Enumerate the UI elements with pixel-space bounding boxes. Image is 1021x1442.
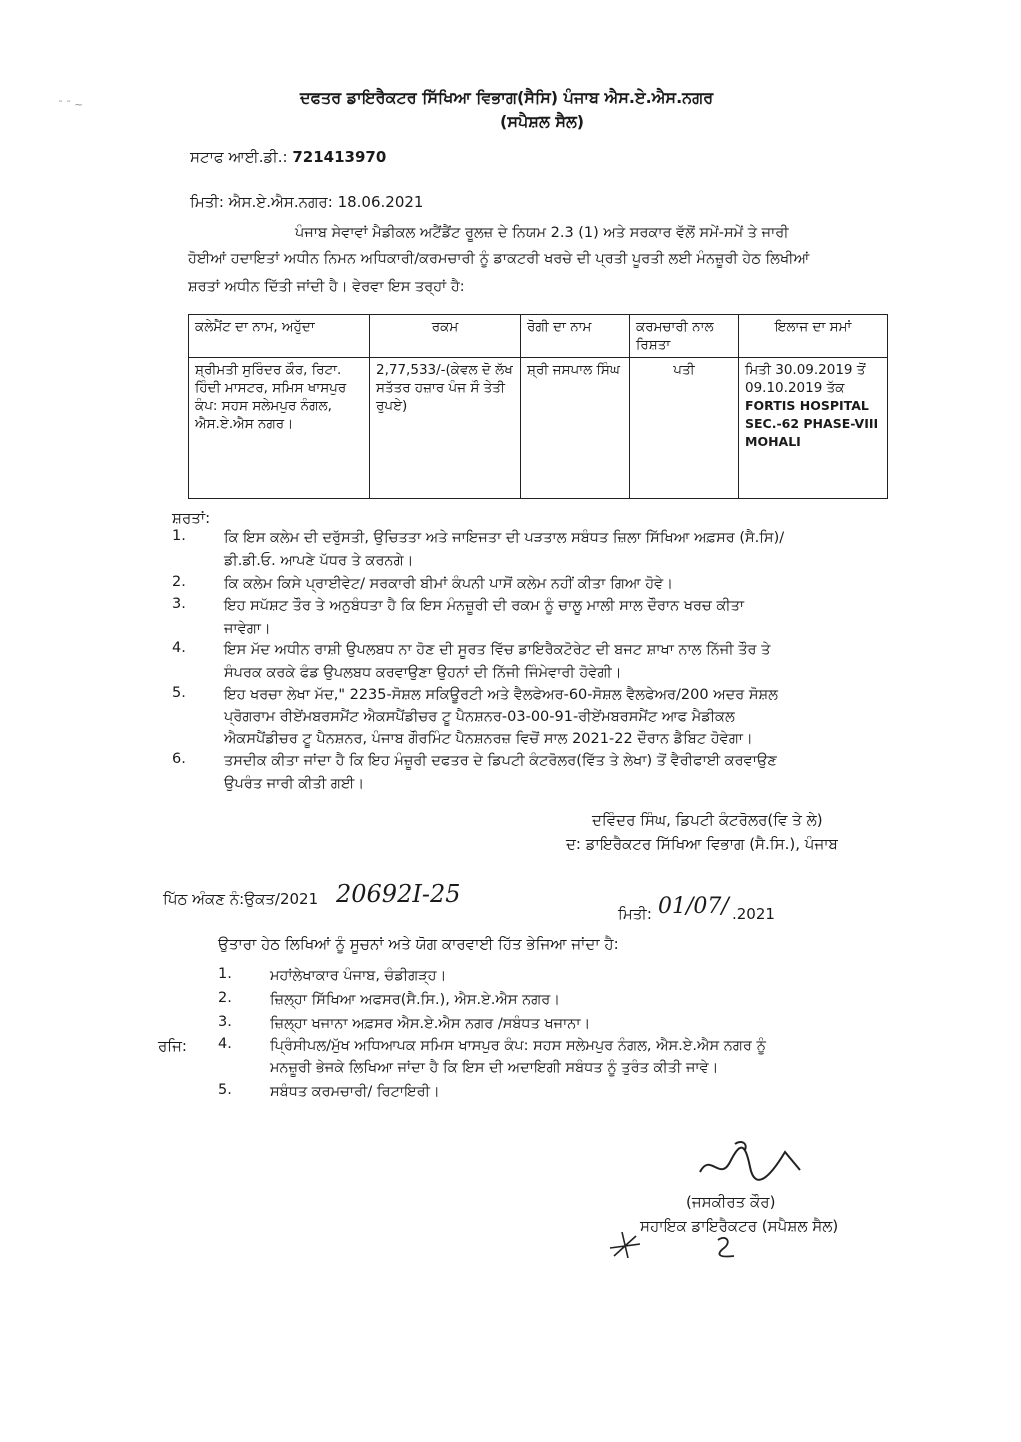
table-row xyxy=(189,358,888,499)
signature-mark xyxy=(690,1132,810,1192)
cell-period xyxy=(739,358,888,499)
endorsement-date-handwritten: 01/07/ xyxy=(658,894,729,919)
col-amount: ਰਕਮ xyxy=(370,315,521,358)
condition-1-num: 1. xyxy=(172,528,186,544)
regd-label: ਰਜਿ: xyxy=(158,1037,187,1055)
date-line xyxy=(190,192,423,212)
condition-5-line-1: ਇਹ ਖਰਚਾ ਲੇਖਾ ਮੱਦ," 2235-ਸੋਸ਼ਲ ਸਕਿਊਰਟੀ ਅਤੇ ਵੈਲਫੇਅਰ-60-ਸੋਸ਼ਲ ਵੈਲਫੇਅਰ/200 ਅਦਰ ਸੋਸ਼ਲ xyxy=(224,687,778,703)
copy-intro: ਉਤਾਰਾ ਹੇਠ ਲਿਖਿਆਂ ਨੂੰ ਸੂਚਨਾਂ ਅਤੇ ਯੋਗ ਕਾਰਵਾਈ ਹਿੱਤ ਭੇਜਿਆ ਜਾਂਦਾ ਹੈ: xyxy=(218,935,619,953)
condition-4-line-2: ਸੰਪਰਕ ਕਰਕੇ ਫੰਡ ਉਪਲਬਧ ਕਰਵਾਉਣਾ ਉਹਨਾਂ ਦੀ ਨਿੱਜੀ ਜਿੰਮੇਵਾਰੀ ਹੋਵੇਗੀ। xyxy=(224,665,622,681)
condition-6-line-1: ਤਸਦੀਕ ਕੀਤਾ ਜਾਂਦਾ ਹੈ ਕਿ ਇਹ ਮੰਜ਼ੂਰੀ ਦਫਤਰ ਦੇ ਡਿਪਟੀ ਕੰਟਰੋਲਰ(ਵਿੱਤ ਤੇ ਲੇਖਾ) ਤੋਂ ਵੈਰੀਫਾਈ ਕਰਵਾਉਣ xyxy=(224,753,777,769)
condition-1-line-2: ਡੀ.ਡੀ.ਓ. ਆਪਣੇ ਪੱਧਰ ਤੇ ਕਰਨਗੇ। xyxy=(224,553,414,569)
intro-line-2: ਹੋਈਆਂ ਹਦਾਇਤਾਂ ਅਧੀਨ ਨਿਮਨ ਅਧਿਕਾਰੀ/ਕਰਮਚਾਰੀ ਨੂੰ ਡਾਕਟਰੀ ਖਰਚੇ ਦੀ ਪ੍ਰਤੀ ਪੂਰਤੀ ਲਈ ਮੰਨਜ਼ੂਰੀ ਹੇਠ ਲਿਖੀਆਂ xyxy=(188,251,810,267)
endorsement-date-year: .2021 xyxy=(732,905,775,923)
copy-item-5-num: 5. xyxy=(218,1082,232,1098)
condition-3-num: 3. xyxy=(172,596,186,612)
staff-id-line xyxy=(190,147,386,167)
condition-6-line-2: ਉਪਰੰਤ ਜਾਰੀ ਕੀਤੀ ਗਈ। xyxy=(224,776,365,792)
condition-2-num: 2. xyxy=(172,574,186,590)
intro-line-3: ਸ਼ਰਤਾਂ ਅਧੀਨ ਦਿੱਤੀ ਜਾਂਦੀ ਹੈ। ਵੇਰਵਾ ਇਸ ਤਰ੍ਹਾਂ ਹੈ: xyxy=(188,279,465,295)
hospital-name: FORTIS HOSPITAL SEC.-62 PHASE-VIII MOHALI xyxy=(745,398,879,449)
condition-2-line-1: ਕਿ ਕਲੇਮ ਕਿਸੇ ਪ੍ਰਾਈਵੇਟ/ ਸਰਕਾਰੀ ਬੀਮਾਂ ਕੰਪਨੀ ਪਾਸੋਂ ਕਲੇਮ ਨਹੀਂ ਕੀਤਾ ਗਿਆ ਹੋਵੇ। xyxy=(224,576,673,592)
copy-item-4-line-1: ਪ੍ਰਿੰਸੀਪਲ/ਮੁੱਖ ਅਧਿਆਪਕ ਸਮਿਸ ਖਾਸਪੁਰ ਕੰਪ: ਸਹਸ ਸਲੇਮਪੁਰ ਨੰਗਲ, ਐਸ.ਏ.ਐਸ ਨਗਰ ਨੂੰ xyxy=(270,1038,766,1054)
date-label: ਮਿਤੀ: ਐਸ.ਏ.ਐਸ.ਨਗਰ: xyxy=(190,193,333,211)
date-value: 18.06.2021 xyxy=(337,193,424,211)
condition-4-num: 4. xyxy=(172,640,186,656)
signatory-2-name: (ਜਸਕੀਰਤ ਕੌਰ) xyxy=(686,1193,776,1211)
cell-amount: 2,77,533/-(ਕੇਵਲ ਦੋ ਲੱਖ ਸਤੱਤਰ ਹਜ਼ਾਰ ਪੰਜ ਸੌ ਤੇਤੀ ਰੁਪਏ) xyxy=(370,358,521,499)
claim-table xyxy=(188,314,888,499)
staff-id-label: ਸਟਾਫ ਆਈ.ਡੀ.: xyxy=(190,148,288,166)
copy-item-2-num: 2. xyxy=(218,990,232,1006)
treatment-period: ਮਿਤੀ 30.09.2019 ਤੋਂ 09.10.2019 ਤੱਕ xyxy=(745,362,866,396)
condition-4-line-1: ਇਸ ਮੱਦ ਅਧੀਨ ਰਾਸ਼ੀ ਉਪਲਬਧ ਨਾ ਹੋਣ ਦੀ ਸੂਰਤ ਵਿੱਚ ਡਾਇਰੈਕਟੋਰੇਟ ਦੀ ਬਜਟ ਸ਼ਾਖਾ ਨਾਲ ਨਿੱਜੀ ਤੌਰ ਤੇ xyxy=(224,642,771,658)
office-header: ਦਫਤਰ ਡਾਇਰੈਕਟਰ ਸਿੱਖਿਆ ਵਿਭਾਗ(ਸੈਸਿ) ਪੰਜਾਬ ਐਸ.ਏ.ਐਸ.ਨਗਰ xyxy=(300,88,714,107)
endorsement-number-handwritten: 20692I-25 xyxy=(336,880,461,908)
condition-6-num: 6. xyxy=(172,751,186,767)
staff-id-value: 721413970 xyxy=(292,148,387,166)
condition-3-line-1: ਇਹ ਸਪੱਸ਼ਟ ਤੌਰ ਤੇ ਅਨੁਬੰਧਤਾ ਹੈ ਕਿ ਇਸ ਮੰਨਜ਼ੂਰੀ ਦੀ ਰਕਮ ਨੂੰ ਚਾਲੂ ਮਾਲੀ ਸਾਲ ਦੌਰਾਨ ਖਰਚ ਕੀਤਾ xyxy=(224,598,745,614)
cell-relation: ਪਤੀ xyxy=(630,358,739,499)
endorsement-label: ਪਿੱਠ ਅੰਕਣ ਨੰ:ਉਕਤ/2021 xyxy=(163,890,319,908)
table-header-row xyxy=(189,315,888,358)
conditions-title: ਸ਼ਰਤਾਂ: xyxy=(172,509,211,527)
condition-1-line-1: ਕਿ ਇਸ ਕਲੇਮ ਦੀ ਦਰੁੱਸਤੀ, ਉਚਿਤਤਾ ਅਤੇ ਜਾਇਜਤਾ ਦੀ ਪੜਤਾਲ ਸਬੰਧਤ ਜ਼ਿਲਾ ਸਿੱਖਿਆ ਅਫ਼ਸਰ (ਸੈ.ਸਿ)/ xyxy=(224,530,785,546)
initials-mark xyxy=(600,1218,760,1268)
copy-item-3-num: 3. xyxy=(218,1014,232,1030)
col-period: ਇਲਾਜ ਦਾ ਸਮਾਂ xyxy=(739,315,888,358)
cell-patient: ਸ਼੍ਰੀ ਜਸਪਾਲ ਸਿੰਘ xyxy=(521,358,630,499)
copy-item-4-line-2: ਮਨਜ਼ੂਰੀ ਭੇਜਕੇ ਲਿਖਿਆ ਜਾਂਦਾ ਹੈ ਕਿ ਇਸ ਦੀ ਅਦਾਇਗੀ ਸਬੰਧਤ ਨੂੰ ਤੁਰੰਤ ਕੀਤੀ ਜਾਵੇ। xyxy=(270,1060,719,1076)
copy-item-4-num: 4. xyxy=(218,1036,232,1052)
copy-item-1: ਮਹਾਂਲੇਖਾਕਾਰ ਪੰਜਾਬ, ਚੰਡੀਗੜ੍ਹ। xyxy=(270,968,447,984)
endorsement-date-label: ਮਿਤੀ: xyxy=(618,905,652,923)
col-claimant: ਕਲੇਮੈਂਟ ਦਾ ਨਾਮ, ਅਹੁੱਦਾ xyxy=(189,315,370,358)
intro-line-1: ਪੰਜਾਬ ਸੇਵਾਵਾਂ ਮੈਡੀਕਲ ਅਟੈਂਡੈਂਟ ਰੂਲਜ਼ ਦੇ ਨਿਯਮ 2.3 (1) ਅਤੇ ਸਰਕਾਰ ਵੱਲੋਂ ਸਮੇਂ-ਸਮੇਂ ਤੇ ਜਾਰੀ xyxy=(295,225,789,241)
signatory-1-name: ਦਵਿੰਦਰ ਸਿੰਘ, ਡਿਪਟੀ ਕੰਟਰੋਲਰ(ਵਿ ਤੇ ਲੇ) xyxy=(592,811,823,829)
condition-5-num: 5. xyxy=(172,685,186,701)
signatory-2-designation: ਸਹਾਇਕ ਡਾਇਰੈਕਟਰ (ਸਪੈਸ਼ਲ ਸੈਲ) xyxy=(640,1217,839,1235)
condition-5-line-2: ਪ੍ਰੋਗਰਾਮ ਰੀਏਂਮਬਰਸਮੈਂਟ ਐਕਸਪੈਂਡੀਚਰ ਟੂ ਪੈਨਸ਼ਨਰ-03-00-91-ਰੀਏਂਮਬਰਸਮੈਂਟ ਆਫ ਮੈਡੀਕਲ xyxy=(224,709,735,725)
copy-item-3: ਜ਼ਿਲ੍ਹਾ ਖਜਾਨਾ ਅਫ਼ਸਰ ਐਸ.ਏ.ਐਸ ਨਗਰ /ਸਬੰਧਤ ਖਜਾਨਾ। xyxy=(270,1016,591,1032)
scan-mark: ˜ ˜ ~ xyxy=(58,100,83,111)
signatory-1-office: ਦ: ਡਾਇਰੈਕਟਰ ਸਿੱਖਿਆ ਵਿਭਾਗ (ਸੈ.ਸਿ.), ਪੰਜਾਬ xyxy=(566,835,838,853)
office-subheader: (ਸਪੈਸ਼ਲ ਸੈਲ) xyxy=(500,112,585,131)
cell-claimant: ਸ਼੍ਰੀਮਤੀ ਸੁਰਿੰਦਰ ਕੌਰ, ਰਿਟਾ. ਹਿੰਦੀ ਮਾਸਟਰ, ਸਮਿਸ ਖਾਸਪੁਰ ਕੰਪ: ਸਹਸ ਸਲੇਮਪੁਰ ਨੰਗਲ, ਐਸ.ਏ.ਐਸ ਨਗਰ। xyxy=(189,358,370,499)
copy-item-5: ਸਬੰਧਤ ਕਰਮਚਾਰੀ/ ਰਿਟਾਇਰੀ। xyxy=(270,1084,440,1100)
col-relation: ਕਰਮਚਾਰੀ ਨਾਲ ਰਿਸ਼ਤਾ xyxy=(630,315,739,358)
col-patient: ਰੋਗੀ ਦਾ ਨਾਮ xyxy=(521,315,630,358)
condition-3-line-2: ਜਾਵੇਗਾ। xyxy=(224,621,271,637)
copy-item-1-num: 1. xyxy=(218,966,232,982)
copy-item-2: ਜ਼ਿਲ੍ਹਾ ਸਿੱਖਿਆ ਅਫਸਰ(ਸੈ.ਸਿ.), ਐਸ.ਏ.ਐਸ ਨਗਰ। xyxy=(270,992,561,1008)
condition-5-line-3: ਐਕਸਪੈਂਡੀਚਰ ਟੂ ਪੈਨਸ਼ਨਰ, ਪੰਜਾਬ ਗੌਰਮਿੰਟ ਪੈਨਸ਼ਨਰਜ਼ ਵਿਚੋਂ ਸਾਲ 2021-22 ਦੌਰਾਨ ਡੈਬਿਟ ਹੋਵੇਗਾ। xyxy=(224,731,753,747)
